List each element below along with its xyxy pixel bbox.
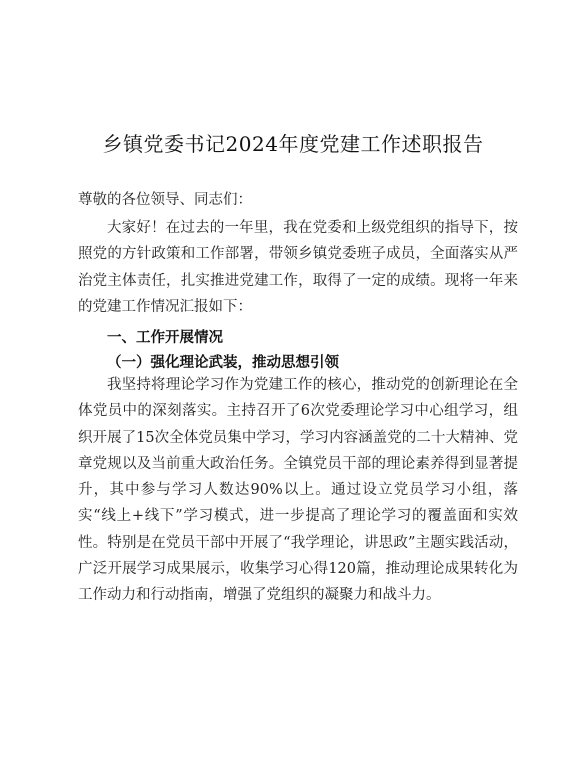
intro-paragraph: 大家好！在过去的一年里，我在党委和上级党组织的指导下，按照党的方针政策和工作部署，带领乡镇党委班子成员，全面落实从严治党主体责任，扎实推进党建工作，取得了一定的成绩。现将一年来的党建工作情况汇报如下：	[78, 220, 518, 315]
section-heading: 一、工作开展情况	[107, 330, 223, 346]
greeting-line: 尊敬的各位领导、同志们：	[78, 192, 252, 208]
document-title: 乡镇党委书记2024年度党建工作述职报告	[102, 132, 484, 156]
body-paragraph: 我坚持将理论学习作为党建工作的核心，推动党的创新理论在全体党员中的深刻落实。主持召开了6次党委理论学习中心组学习，组织开展了15次全体党员集中学习，学习内容涵盖党的二十大精神、党章党规以及当前重大政治任务。全镇党员干部的理论素养得到显著提升，其中参与学习人数达90%以上。通过设立党员学习小组，落实“线上+线下”学习模式，进一步提高了理论学习的覆盖面和实效性。特别是在党员干部中开展了“我学理论，讲思政”主题实践活动，广泛开展学习成果展示，收集学习心得120篇，推动理论成果转化为工作动力和行动指南，增强了党组织的凝聚力和战斗力。	[78, 377, 518, 604]
subsection-heading: （一）强化理论武装，推动思想引领	[107, 354, 339, 371]
